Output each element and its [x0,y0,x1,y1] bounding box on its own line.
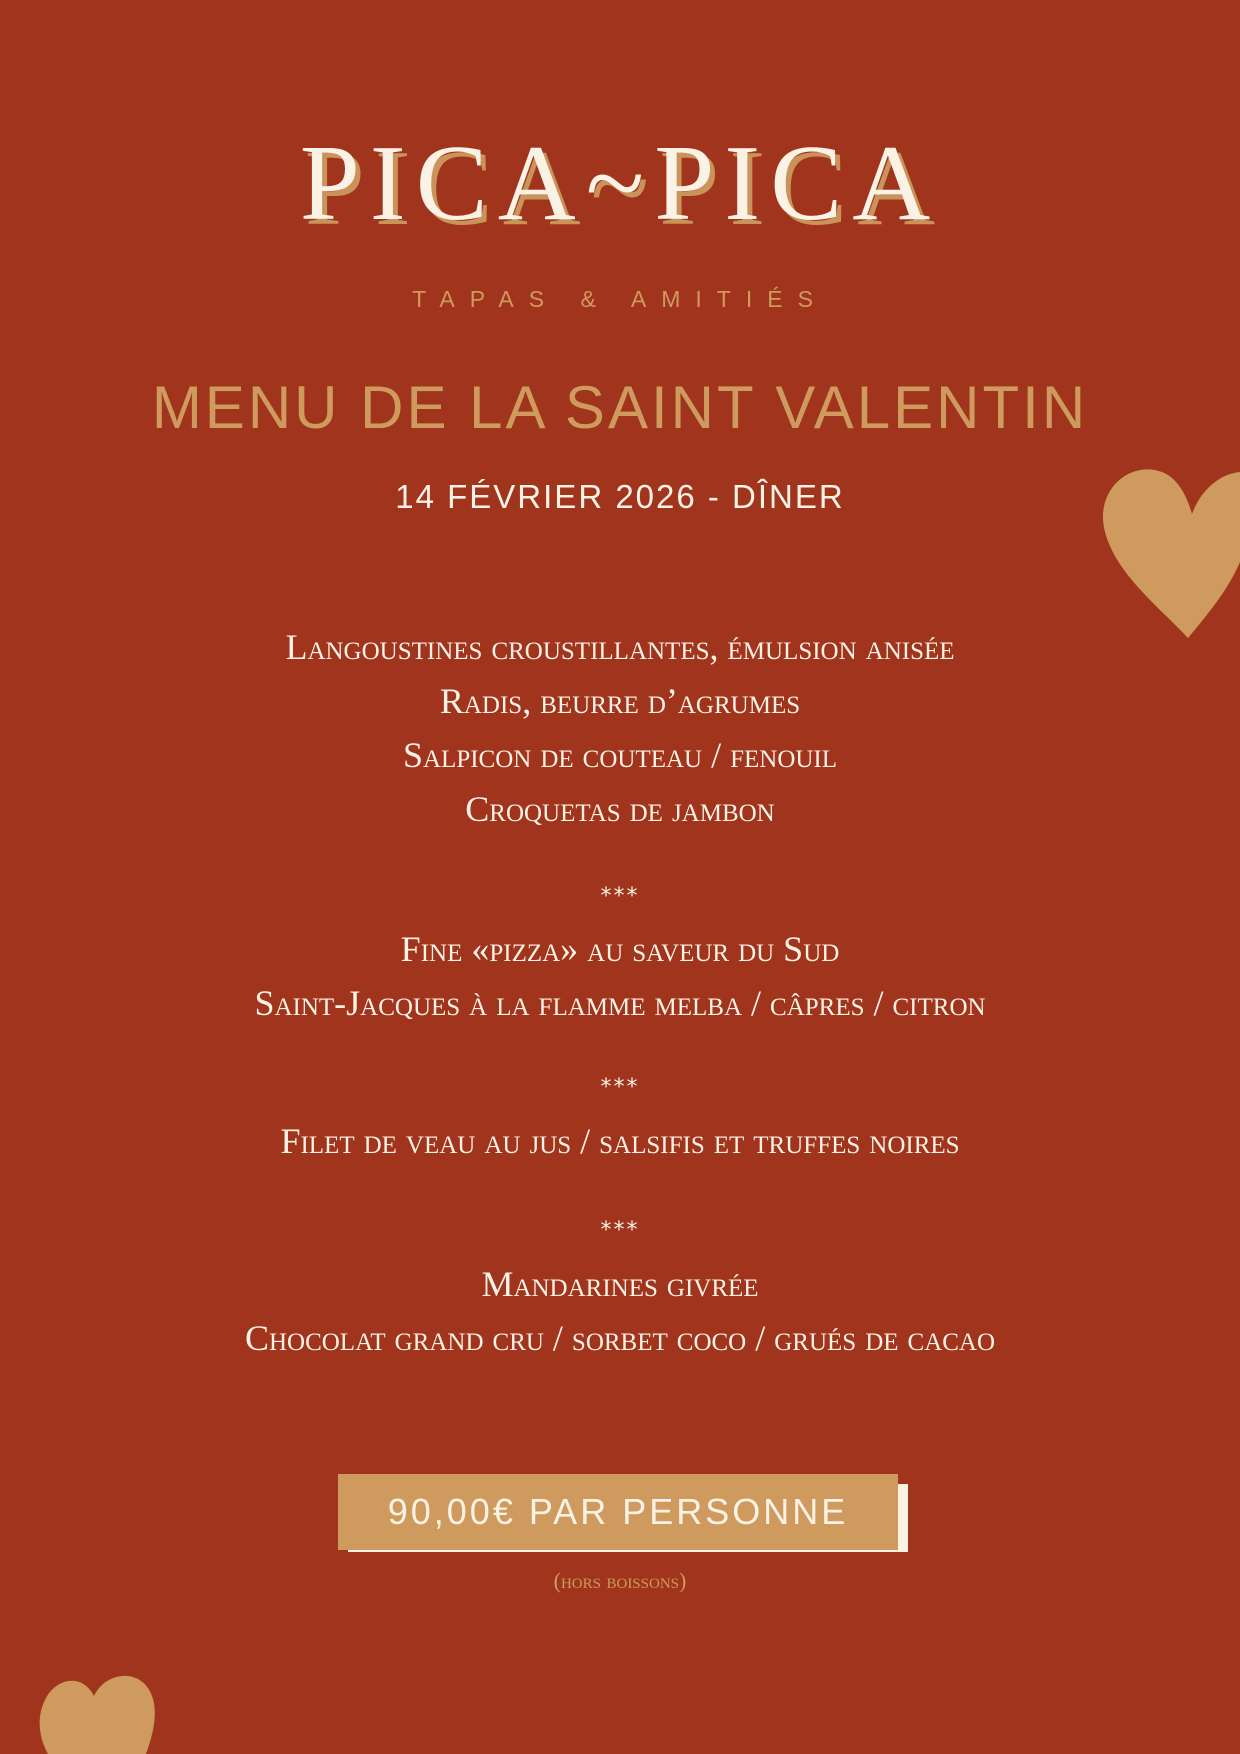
dish-item: Saint-Jacques à la flamme melba / câpres / citron [254,983,986,1023]
course-separator: *** [600,1218,640,1243]
brand-tagline: TAPAS & AMITIÉS [412,286,828,312]
dish-item: Filet de veau au jus / salsifis et truffes noires [280,1121,960,1161]
course-separator: *** [600,884,640,909]
price-badge [338,1474,898,1552]
course-4 [0,1257,1240,1365]
course-separator: *** [600,1075,640,1100]
dish-item: Langoustines croustillantes, émulsion anisée [285,627,955,667]
dish-item: Salpicon de couteau / fenouil [402,735,838,775]
dish-item: Radis, beurre d’agrumes [439,681,801,721]
course-3 [0,1114,1240,1168]
heart-icon-bottom-left [38,1668,158,1754]
dish-item: Fine «pizza» au saveur du Sud [400,929,840,969]
price-label: 90,00€ PAR PERSONNE [338,1474,898,1550]
course-2 [0,922,1240,1030]
price-note: (hors boissons) [553,1568,687,1593]
brand-logo: PICA~PICA [299,124,941,243]
heart-icon-right [1100,462,1240,638]
course-1 [0,620,1240,836]
menu-title: MENU DE LA SAINT VALENTIN [151,374,1089,441]
dish-item: Mandarines givrée [481,1264,759,1304]
menu-date: 14 FÉVRIER 2026 - DÎNER [395,478,845,515]
dish-item: Chocolat grand cru / sorbet coco / grués de cacao [244,1318,996,1358]
dish-item: Croquetas de jambon [465,789,775,829]
